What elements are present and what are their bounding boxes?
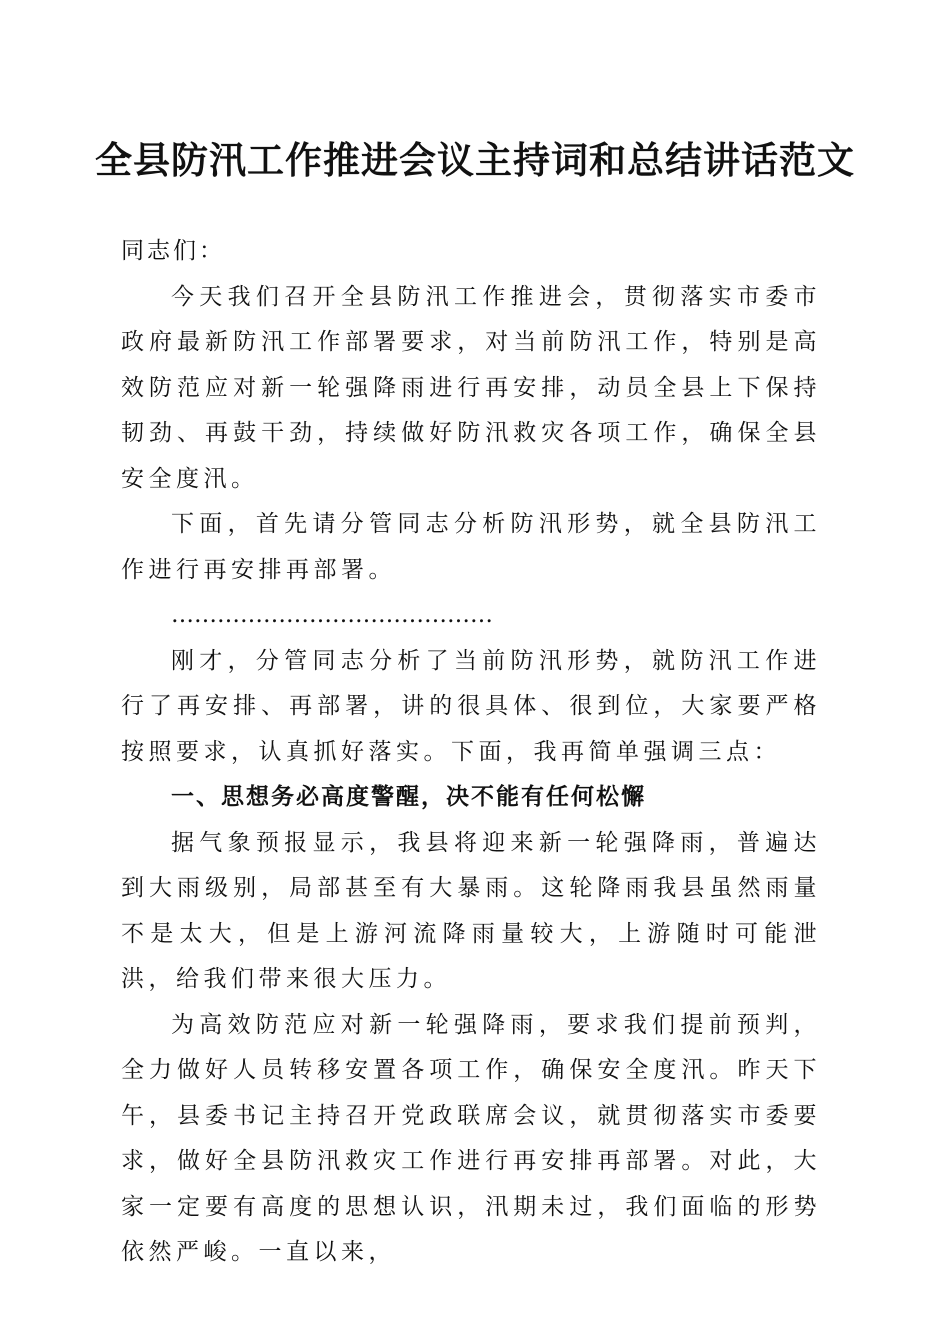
paragraph-opening: 今天我们召开全县防汛工作推进会，贯彻落实市委市政府最新防汛工作部署要求，对当前防汛工作，特别是高效防范应对新一轮强降雨进行再安排，动员全县上下保持韧劲、再鼓干劲，持续做好防汛救灾各项工作，确保全县安全度汛。 [121, 283, 821, 492]
document-body [121, 229, 821, 1276]
section-heading-1: 一、思想务必高度警醒，决不能有任何松懈 [171, 784, 646, 810]
salutation: 同志们： [121, 238, 225, 264]
document-title: 全县防汛工作推进会议主持词和总结讲话范文 [95, 138, 855, 182]
ellipsis-separator: …………………………………… [171, 602, 493, 628]
paragraph-summary: 刚才，分管同志分析了当前防汛形势，就防汛工作进行了再安排、再部署，讲的很具体、很到位，大家要严格按照要求，认真抓好落实。下面，我再简单强调三点： [121, 647, 821, 765]
paragraph-introduce-speaker: 下面，首先请分管同志分析防汛形势，就全县防汛工作进行再安排再部署。 [121, 511, 821, 583]
paragraph-weather-forecast: 据气象预报显示，我县将迎来新一轮强降雨，普遍达到大雨级别，局部甚至有大暴雨。这轮降雨我县虽然雨量不是太大，但是上游河流降雨量较大，上游随时可能泄洪，给我们带来很大压力。 [121, 829, 821, 992]
paragraph-requirements: 为高效防范应对新一轮强降雨，要求我们提前预判，全力做好人员转移安置各项工作，确保安全度汛。昨天下午，县委书记主持召开党政联席会议，就贯彻落实市委要求，做好全县防汛救灾工作进行再安排再部署。对此，大家一定要有高度的思想认识，汛期未过，我们面临的形势依然严峻。一直以来， [121, 1011, 821, 1265]
